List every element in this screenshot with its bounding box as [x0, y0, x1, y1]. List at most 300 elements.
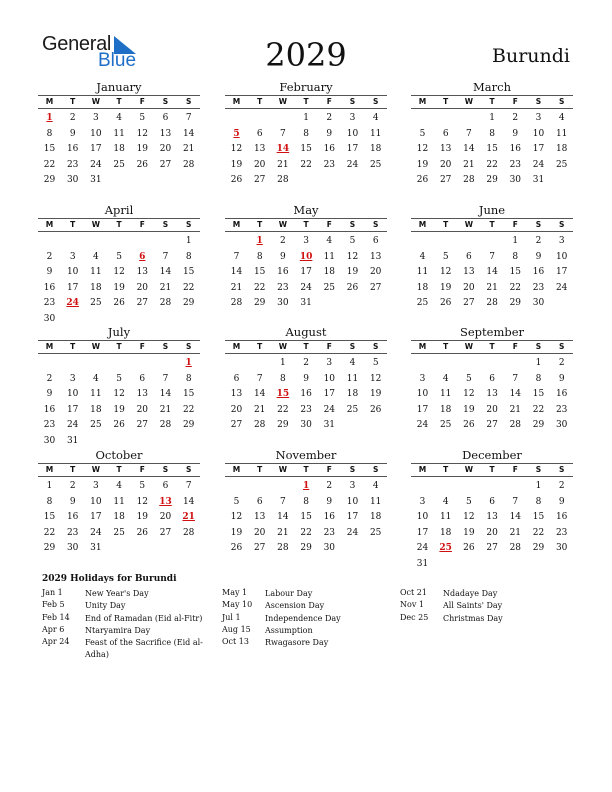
- day-cell: 3: [419, 496, 426, 507]
- weekday-label: W: [278, 97, 288, 106]
- day-cell: 28: [463, 175, 475, 186]
- day-cell: 14: [509, 389, 522, 400]
- day-cell: 6: [372, 236, 379, 246]
- weekday-header: [225, 340, 387, 354]
- day-cell: 29: [43, 543, 56, 554]
- holiday-name: New Year's Day: [85, 589, 149, 598]
- holiday-name: Ascension Day: [265, 601, 325, 611]
- day-cell: 26: [113, 420, 125, 431]
- day-cell: 9: [303, 373, 309, 384]
- week-row: [225, 543, 387, 559]
- day-cell: 1: [535, 358, 542, 368]
- weekday-label: T: [303, 220, 309, 229]
- day-cell: 15: [532, 389, 545, 400]
- header-divider: [411, 353, 573, 354]
- holiday-name: Independence Day: [265, 613, 341, 623]
- day-cell: 28: [159, 420, 172, 431]
- weekday-label: S: [372, 465, 379, 474]
- week-row: [225, 144, 387, 160]
- day-cell: 13: [159, 128, 172, 139]
- day-cell: 27: [253, 543, 266, 554]
- header-divider: [225, 231, 387, 232]
- day-cell: 28: [182, 527, 195, 538]
- day-cell: 6: [466, 251, 472, 262]
- holiday-date: Apr 24: [42, 637, 70, 647]
- week-row: [411, 528, 573, 544]
- weekday-label: F: [512, 220, 518, 229]
- day-cell: 13: [439, 144, 452, 155]
- day-cell: 7: [233, 251, 240, 262]
- day-cell: 24: [66, 298, 79, 309]
- day-cell: 12: [463, 512, 475, 523]
- weekday-label: S: [185, 97, 192, 106]
- week-row: [411, 389, 573, 405]
- weekday-label: S: [558, 97, 565, 106]
- holiday-item: [42, 613, 217, 625]
- day-cell: 2: [558, 358, 565, 368]
- week-row: [38, 129, 200, 145]
- day-cell: 24: [532, 159, 545, 170]
- day-cell: 17: [346, 512, 359, 523]
- day-cell: 15: [253, 267, 266, 278]
- day-cell: 25: [416, 298, 429, 309]
- weekday-label: T: [70, 97, 76, 106]
- weekday-label: S: [372, 342, 379, 351]
- week-row: [411, 283, 573, 299]
- day-cell: 9: [280, 251, 286, 262]
- day-cell: 19: [463, 527, 475, 538]
- weekday-label: T: [303, 342, 309, 351]
- day-cell: 25: [369, 527, 382, 538]
- day-cell: 8: [46, 496, 53, 507]
- week-row: [225, 528, 387, 544]
- weekday-header: [38, 463, 200, 477]
- holiday-name: Rwagasore Day: [265, 638, 329, 648]
- day-cell: 19: [136, 512, 149, 523]
- week-row: [411, 481, 573, 497]
- day-cell: 7: [466, 128, 472, 139]
- day-cell: 2: [558, 481, 565, 491]
- day-cell: 30: [555, 420, 568, 431]
- day-cell: 8: [535, 373, 542, 384]
- day-cell: 16: [509, 144, 522, 155]
- day-cell: 30: [43, 314, 56, 324]
- day-cell: 24: [90, 527, 102, 538]
- day-cell: 9: [512, 128, 519, 139]
- weekday-label: S: [372, 97, 379, 106]
- day-cell: 8: [535, 496, 542, 507]
- day-cell: 20: [486, 527, 498, 538]
- day-cell: 5: [116, 251, 122, 262]
- day-cell: 15: [182, 267, 195, 278]
- day-cell: 1: [280, 358, 286, 368]
- weekday-label: S: [162, 97, 169, 106]
- day-cell: 17: [90, 512, 102, 523]
- day-cell: 12: [439, 267, 452, 278]
- day-cell: 22: [182, 404, 195, 415]
- day-cell: 21: [509, 404, 522, 415]
- weekday-label: W: [91, 342, 101, 351]
- weekday-label: W: [278, 465, 288, 474]
- day-cell: 12: [136, 496, 149, 507]
- day-cell: 25: [346, 404, 359, 415]
- weekday-label: S: [162, 342, 169, 351]
- day-cell: 6: [256, 128, 263, 139]
- day-cell: 28: [509, 420, 522, 431]
- week-row: [38, 528, 200, 544]
- day-cell: 26: [463, 420, 475, 431]
- weekday-label: S: [185, 465, 192, 474]
- weekday-label: M: [418, 220, 427, 229]
- holiday-name: Christmas Day: [443, 613, 503, 623]
- day-cell: 27: [136, 298, 149, 309]
- day-cell: 21: [486, 282, 498, 293]
- day-cell: 22: [182, 282, 195, 293]
- day-cell: 4: [419, 251, 426, 262]
- day-cell: 28: [509, 543, 522, 554]
- holiday-item: [42, 637, 217, 662]
- month-name: April: [104, 203, 134, 217]
- day-cell: 10: [323, 373, 336, 384]
- weekday-label: T: [257, 465, 263, 474]
- week-row: [411, 374, 573, 390]
- day-cell: 23: [555, 404, 568, 415]
- day-cell: 17: [323, 389, 336, 400]
- day-cell: 27: [439, 175, 452, 186]
- weekday-header: [411, 218, 573, 232]
- day-cell: 29: [182, 420, 195, 431]
- week-row: [225, 512, 387, 528]
- weekday-label: W: [464, 220, 474, 229]
- holiday-name: Labour Day: [265, 589, 313, 598]
- weekday-label: F: [139, 342, 145, 351]
- weekday-label: M: [45, 465, 54, 474]
- day-cell: 21: [159, 282, 172, 293]
- day-cell: 17: [555, 267, 568, 278]
- holiday-date: Apr 6: [42, 624, 65, 634]
- day-cell: 4: [116, 113, 122, 123]
- day-cell: 11: [346, 373, 359, 384]
- weekday-label: F: [139, 97, 145, 106]
- day-cell: 26: [136, 527, 149, 538]
- day-cell: 28: [277, 543, 289, 554]
- day-cell: 13: [230, 389, 243, 400]
- day-cell: 20: [136, 404, 149, 415]
- day-cell: 17: [416, 404, 429, 415]
- day-cell: 20: [253, 527, 266, 538]
- week-row: [38, 160, 200, 176]
- day-cell: 2: [326, 481, 333, 491]
- day-cell: 24: [300, 282, 312, 293]
- day-cell: 28: [253, 420, 266, 431]
- day-cell: 1: [46, 481, 53, 491]
- day-cell: 8: [46, 128, 53, 139]
- day-cell: 20: [369, 267, 382, 278]
- day-cell: 26: [230, 543, 243, 554]
- week-row: [38, 481, 200, 497]
- day-cell: 15: [43, 512, 56, 523]
- day-cell: 5: [466, 373, 472, 384]
- day-cell: 16: [66, 144, 79, 155]
- day-cell: 13: [463, 267, 475, 278]
- weekday-label: S: [349, 220, 356, 229]
- holiday-date: Nov 1: [400, 600, 424, 610]
- weekday-label: S: [558, 465, 565, 474]
- weekday-label: M: [45, 97, 54, 106]
- day-cell: 18: [90, 404, 102, 415]
- day-cell: 18: [439, 404, 452, 415]
- day-cell: 8: [512, 251, 519, 262]
- weekday-header: [411, 95, 573, 109]
- week-row: [225, 252, 387, 268]
- week-row: [38, 283, 200, 299]
- day-cell: 22: [300, 159, 312, 170]
- day-cell: 26: [113, 298, 125, 309]
- day-cell: 16: [532, 267, 545, 278]
- day-cell: 15: [509, 267, 522, 278]
- day-cell: 8: [185, 373, 192, 384]
- weekday-label: S: [558, 342, 565, 351]
- holiday-item: [222, 637, 397, 649]
- day-cell: 15: [532, 512, 545, 523]
- weekday-label: W: [464, 465, 474, 474]
- logo-text-blue: Blue: [98, 50, 137, 71]
- weekday-label: T: [70, 220, 76, 229]
- day-cell: 18: [323, 267, 336, 278]
- day-cell: 29: [486, 175, 498, 186]
- day-cell: 12: [113, 389, 125, 400]
- day-cell: 14: [509, 512, 522, 523]
- day-cell: 26: [439, 298, 452, 309]
- month-name: September: [459, 325, 525, 339]
- day-cell: 31: [416, 559, 429, 569]
- day-cell: 25: [113, 159, 125, 170]
- day-cell: 3: [349, 113, 356, 123]
- holiday-column: [222, 588, 397, 649]
- day-cell: 24: [346, 527, 359, 538]
- week-row: [411, 543, 573, 559]
- day-cell: 10: [416, 389, 429, 400]
- day-cell: 19: [113, 282, 125, 293]
- day-cell: 18: [369, 512, 382, 523]
- day-cell: 27: [486, 543, 498, 554]
- day-cell: 25: [90, 420, 102, 431]
- day-cell: 24: [66, 420, 79, 431]
- week-row: [225, 236, 387, 252]
- weekday-label: F: [139, 220, 145, 229]
- week-row: [38, 113, 200, 129]
- day-cell: 24: [90, 159, 102, 170]
- week-row: [225, 283, 387, 299]
- day-cell: 31: [66, 436, 79, 446]
- header-divider: [411, 108, 573, 109]
- weekday-label: T: [443, 465, 449, 474]
- day-cell: 14: [486, 267, 498, 278]
- day-cell: 10: [90, 128, 102, 139]
- week-row: [225, 129, 387, 145]
- day-cell: 12: [416, 144, 429, 155]
- day-cell: 30: [509, 175, 522, 186]
- day-cell: 23: [43, 420, 56, 431]
- day-cell: 8: [489, 128, 495, 139]
- day-cell: 17: [300, 267, 312, 278]
- day-cell: 18: [369, 144, 382, 155]
- week-row: [411, 420, 573, 436]
- day-cell: 8: [303, 496, 309, 507]
- day-cell: 9: [326, 496, 333, 507]
- day-cell: 2: [535, 236, 542, 246]
- weekday-label: F: [512, 342, 518, 351]
- day-cell: 16: [555, 512, 568, 523]
- day-cell: 21: [463, 159, 475, 170]
- day-cell: 22: [486, 159, 498, 170]
- day-cell: 5: [139, 113, 146, 123]
- holiday-name: Ntaryamira Day: [85, 625, 151, 635]
- week-row: [225, 420, 387, 436]
- week-row: [411, 113, 573, 129]
- day-cell: 14: [253, 389, 266, 400]
- weekday-header: [225, 218, 387, 232]
- weekday-label: M: [232, 220, 241, 229]
- weekday-label: S: [162, 220, 169, 229]
- day-cell: 22: [532, 527, 545, 538]
- week-row: [411, 160, 573, 176]
- week-row: [38, 420, 200, 436]
- header-divider: [411, 231, 573, 232]
- day-cell: 26: [463, 543, 475, 554]
- weekday-label: T: [70, 342, 76, 351]
- day-cell: 5: [419, 128, 426, 139]
- day-cell: 8: [280, 373, 286, 384]
- day-cell: 6: [162, 481, 169, 491]
- weekday-label: F: [326, 220, 332, 229]
- day-cell: 9: [46, 389, 53, 400]
- week-row: [38, 512, 200, 528]
- day-cell: 25: [113, 527, 125, 538]
- day-cell: 27: [159, 159, 172, 170]
- day-cell: 29: [300, 543, 312, 554]
- day-cell: 2: [69, 113, 76, 123]
- holiday-date: Oct 21: [400, 588, 427, 597]
- day-cell: 4: [372, 481, 379, 491]
- day-cell: 18: [416, 282, 429, 293]
- day-cell: 22: [253, 282, 266, 293]
- header-divider: [411, 476, 573, 477]
- day-cell: 6: [489, 496, 495, 507]
- day-cell: 6: [139, 251, 146, 262]
- day-cell: 9: [535, 251, 542, 262]
- day-cell: 16: [323, 512, 336, 523]
- week-row: [411, 497, 573, 513]
- week-row: [38, 405, 200, 421]
- day-cell: 3: [535, 113, 542, 123]
- day-cell: 31: [90, 543, 102, 554]
- day-cell: 11: [323, 251, 336, 262]
- day-cell: 30: [66, 175, 79, 186]
- day-cell: 19: [439, 282, 452, 293]
- holiday-name: Ndadaye Day: [443, 589, 498, 598]
- weekday-label: F: [326, 342, 332, 351]
- day-cell: 28: [486, 298, 498, 309]
- week-row: [38, 252, 200, 268]
- day-cell: 13: [159, 496, 172, 507]
- day-cell: 7: [489, 251, 495, 262]
- weekday-label: T: [116, 342, 122, 351]
- day-cell: 2: [280, 236, 286, 246]
- day-cell: 13: [486, 512, 498, 523]
- day-cell: 16: [555, 389, 568, 400]
- day-cell: 17: [416, 527, 429, 538]
- weekday-label: S: [162, 465, 169, 474]
- holiday-date: Feb 14: [42, 612, 70, 622]
- day-cell: 28: [277, 175, 289, 186]
- day-cell: 10: [346, 496, 359, 507]
- day-cell: 20: [136, 282, 149, 293]
- day-cell: 11: [90, 267, 102, 278]
- day-cell: 21: [159, 404, 172, 415]
- day-cell: 29: [182, 298, 195, 309]
- day-cell: 17: [66, 282, 79, 293]
- holiday-name: Unity Day: [85, 601, 126, 611]
- day-cell: 2: [303, 358, 309, 368]
- day-cell: 4: [326, 236, 333, 246]
- day-cell: 6: [256, 496, 263, 507]
- day-cell: 1: [303, 113, 309, 123]
- day-cell: 25: [90, 298, 102, 309]
- day-cell: 23: [509, 159, 522, 170]
- day-cell: 14: [230, 267, 243, 278]
- year-title: 2029: [265, 36, 347, 74]
- weekday-label: S: [349, 465, 356, 474]
- day-cell: 21: [253, 404, 266, 415]
- day-cell: 26: [230, 175, 243, 186]
- day-cell: 24: [323, 404, 336, 415]
- holiday-name: End of Ramadan (Eid al-Fitr): [85, 613, 203, 623]
- day-cell: 1: [512, 236, 519, 246]
- day-cell: 20: [253, 159, 266, 170]
- week-row: [411, 512, 573, 528]
- day-cell: 28: [182, 159, 195, 170]
- day-cell: 5: [442, 251, 449, 262]
- weekday-label: M: [45, 342, 54, 351]
- month-name: November: [275, 448, 337, 462]
- week-row: [411, 358, 573, 374]
- weekday-label: T: [489, 342, 495, 351]
- week-row: [225, 389, 387, 405]
- day-cell: 11: [416, 267, 429, 278]
- month-name: October: [95, 448, 143, 462]
- week-row: [38, 144, 200, 160]
- day-cell: 18: [439, 527, 452, 538]
- day-cell: 15: [276, 389, 290, 400]
- week-row: [411, 175, 573, 191]
- day-cell: 27: [369, 282, 382, 293]
- day-cell: 14: [182, 128, 195, 139]
- day-cell: 13: [253, 144, 266, 155]
- day-cell: 12: [346, 251, 359, 262]
- day-cell: 19: [113, 404, 125, 415]
- day-cell: 7: [185, 113, 192, 123]
- day-cell: 18: [346, 389, 359, 400]
- day-cell: 14: [159, 267, 172, 278]
- day-cell: 5: [139, 481, 146, 491]
- day-cell: 11: [439, 389, 452, 400]
- day-cell: 29: [43, 175, 56, 186]
- weekday-header: [411, 340, 573, 354]
- holiday-item: [400, 588, 575, 600]
- day-cell: 11: [113, 128, 125, 139]
- weekday-label: T: [489, 465, 495, 474]
